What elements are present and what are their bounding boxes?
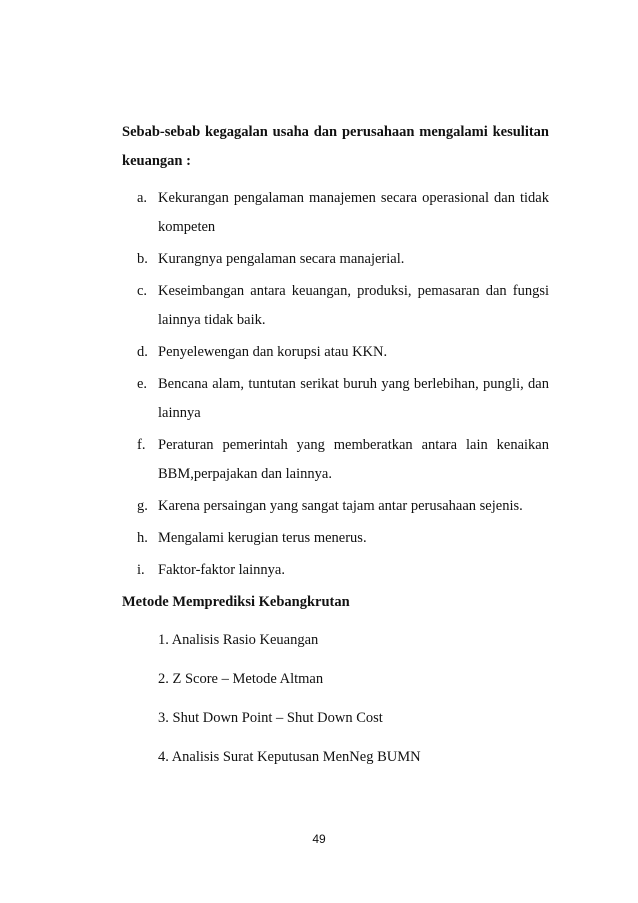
list-item-text: Kekurangan pengalaman manajemen secara operasional dan tidak kompeten: [158, 190, 549, 235]
list-item: 1. Analisis Rasio Keuangan: [158, 632, 319, 648]
list-item-text: Keseimbangan antara keuangan, produksi, pemasaran dan fungsi lainnya tidak baik.: [158, 283, 549, 328]
page-number: 49: [312, 832, 326, 846]
list-item: 3. Shut Down Point – Shut Down Cost: [158, 710, 383, 726]
list-item-text: Faktor-faktor lainnya.: [158, 562, 285, 578]
list-marker: c.: [137, 283, 148, 299]
list-item: 2. Z Score – Metode Altman: [158, 671, 324, 687]
causes-list: [122, 184, 549, 585]
list-item: [122, 524, 549, 553]
list-item: [122, 277, 549, 335]
list-item-text: Kurangnya pengalaman secara manajerial.: [158, 251, 405, 267]
list-item: [122, 184, 549, 242]
list-marker: a.: [137, 190, 148, 206]
list-item: [122, 338, 549, 367]
list-item: [122, 492, 549, 521]
list-marker: i.: [137, 562, 145, 578]
list-item: [122, 556, 549, 585]
list-marker: b.: [137, 251, 148, 267]
list-marker: g.: [137, 498, 148, 514]
methods-list: [122, 621, 549, 777]
section-heading-methods: Metode Memprediksi Kebangkrutan: [122, 594, 350, 610]
list-item-text: Penyelewengan dan korupsi atau KKN.: [158, 344, 388, 360]
list-marker: e.: [137, 376, 148, 392]
list-item: [122, 370, 549, 428]
page-content: [122, 118, 549, 777]
list-marker: h.: [137, 530, 148, 546]
list-item: [122, 431, 549, 489]
list-item-text: Karena persaingan yang sangat tajam antar perusahaan sejenis.: [158, 498, 523, 514]
list-item-text: Bencana alam, tuntutan serikat buruh yang berlebihan, pungli, dan lainnya: [158, 376, 549, 421]
list-item: 4. Analisis Surat Keputusan MenNeg BUMN: [158, 749, 421, 765]
section-heading-causes: Sebab-sebab kegagalan usaha dan perusahaan mengalami kesulitan keuangan :: [122, 124, 549, 169]
list-marker: d.: [137, 344, 148, 360]
list-marker: f.: [137, 437, 146, 453]
list-item: [122, 245, 549, 274]
list-item-text: Mengalami kerugian terus menerus.: [158, 530, 367, 546]
list-item-text: Peraturan pemerintah yang memberatkan antara lain kenaikan BBM,perpajakan dan lainnya.: [158, 437, 549, 482]
